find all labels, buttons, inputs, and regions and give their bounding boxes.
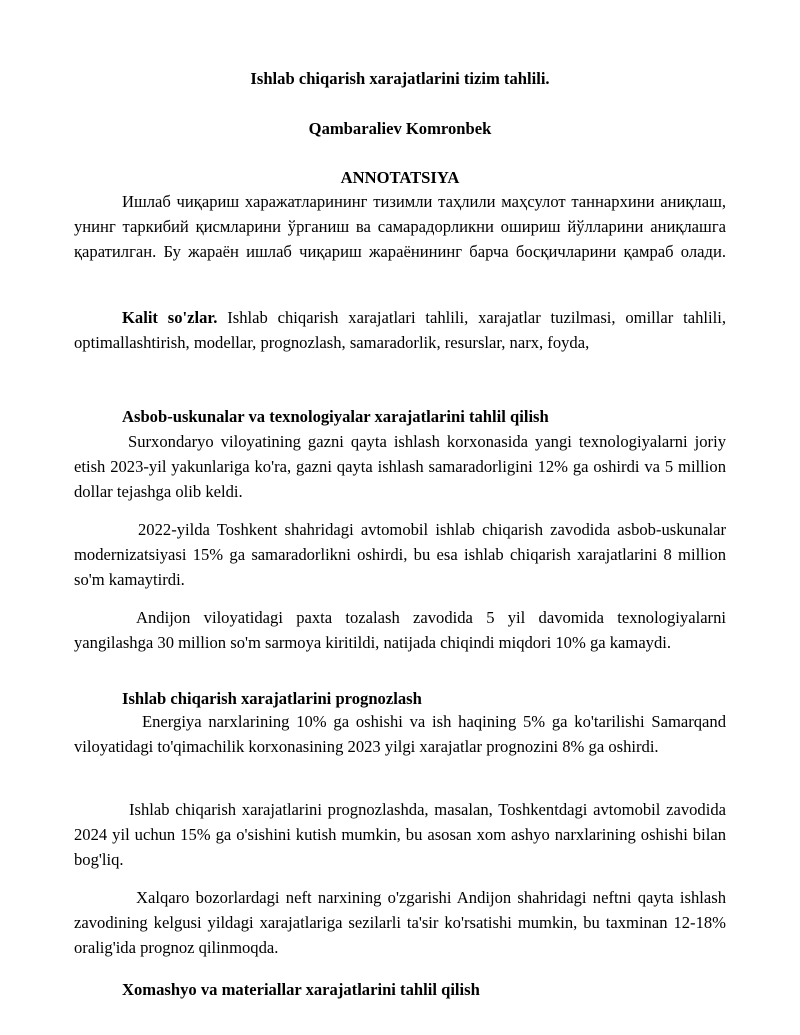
keywords-text: Ishlab chiqarish xarajatlari tahlili, xarajatlar tuzilmasi, omillar tahlili, optimallashtirish, modellar, prognozlash, samaradorlik, resurslar, narx, foyda, <box>74 308 726 352</box>
document-title: Ishlab chiqarish xarajatlarini tizim tahlili. <box>250 69 550 88</box>
author-name: Qambaraliev Komronbek <box>308 119 492 138</box>
keywords-paragraph <box>74 305 726 355</box>
section-heading: Xomashyo va materiallar xarajatlarini tahlil qilish <box>122 980 480 999</box>
section-paragraph: Ishlab chiqarish xarajatlarini prognozlashda, masalan, Toshkentdagi avtomobil zavodida 2024 yil uchun 15% ga o'sishini kutish mumkin, bu asosan xom ashyo narxlarining oshishi bilan bog'liq. <box>74 800 726 869</box>
section-heading: Ishlab chiqarish xarajatlarini prognozlash <box>122 689 422 708</box>
annotation-paragraph: Ишлаб чиқариш харажатларининг тизимли таҳлили маҳсулот таннархини аниқлаш, унинг таркибий қисмларини ўрганиш ва самарадорликни ошириш йўлларини аниқлашга қаратилган. Бу жараён ишлаб чиқариш жараёнининг барча босқичларини қамраб олади. <box>74 192 726 261</box>
section-paragraph: 2022-yilda Toshkent shahridagi avtomobil ishlab chiqarish zavodida asbob-uskunalar modernizatsiyasi 15% ga samaradorlikni oshirdi, bu esa ishlab chiqarish xarajatlarini 8 million so'm kamaytirdi. <box>74 520 726 589</box>
annotation-heading: ANNOTATSIYA <box>340 168 460 187</box>
keywords-label: Kalit so'zlar. <box>122 308 218 327</box>
section-paragraph: Andijon viloyatidagi paxta tozalash zavodida 5 yil davomida texnologiyalarni yangilashga 30 million so'm sarmoya kiritildi, natijada chiqindi miqdori 10% ga kamaydi. <box>74 608 726 652</box>
section-paragraph: Xalqaro bozorlardagi neft narxining o'zgarishi Andijon shahridagi neftni qayta ishlash zavodining kelgusi yildagi xarajatlariga sezilarli ta'sir ko'rsatishi mumkin, bu taxminan 12-18% oralig'ida prognoz qilinmoqda. <box>74 888 726 957</box>
section-heading: Asbob-uskunalar va texnologiyalar xarajatlarini tahlil qilish <box>122 407 549 426</box>
section-paragraph: Energiya narxlarining 10% ga oshishi va ish haqining 5% ga ko'tarilishi Samarqand viloyatidagi to'qimachilik korxonasining 2023 yilgi xarajatlar prognozini 8% ga oshirdi. <box>74 712 726 756</box>
section-paragraph: Surxondaryo viloyatining gazni qayta ishlash korxonasida yangi texnologiyalarni joriy etish 2023-yil yakunlariga ko'ra, gazni qayta ishlash samaradorligini 12% ga oshirdi va 5 million dollar tejashga olib keldi. <box>74 432 726 501</box>
